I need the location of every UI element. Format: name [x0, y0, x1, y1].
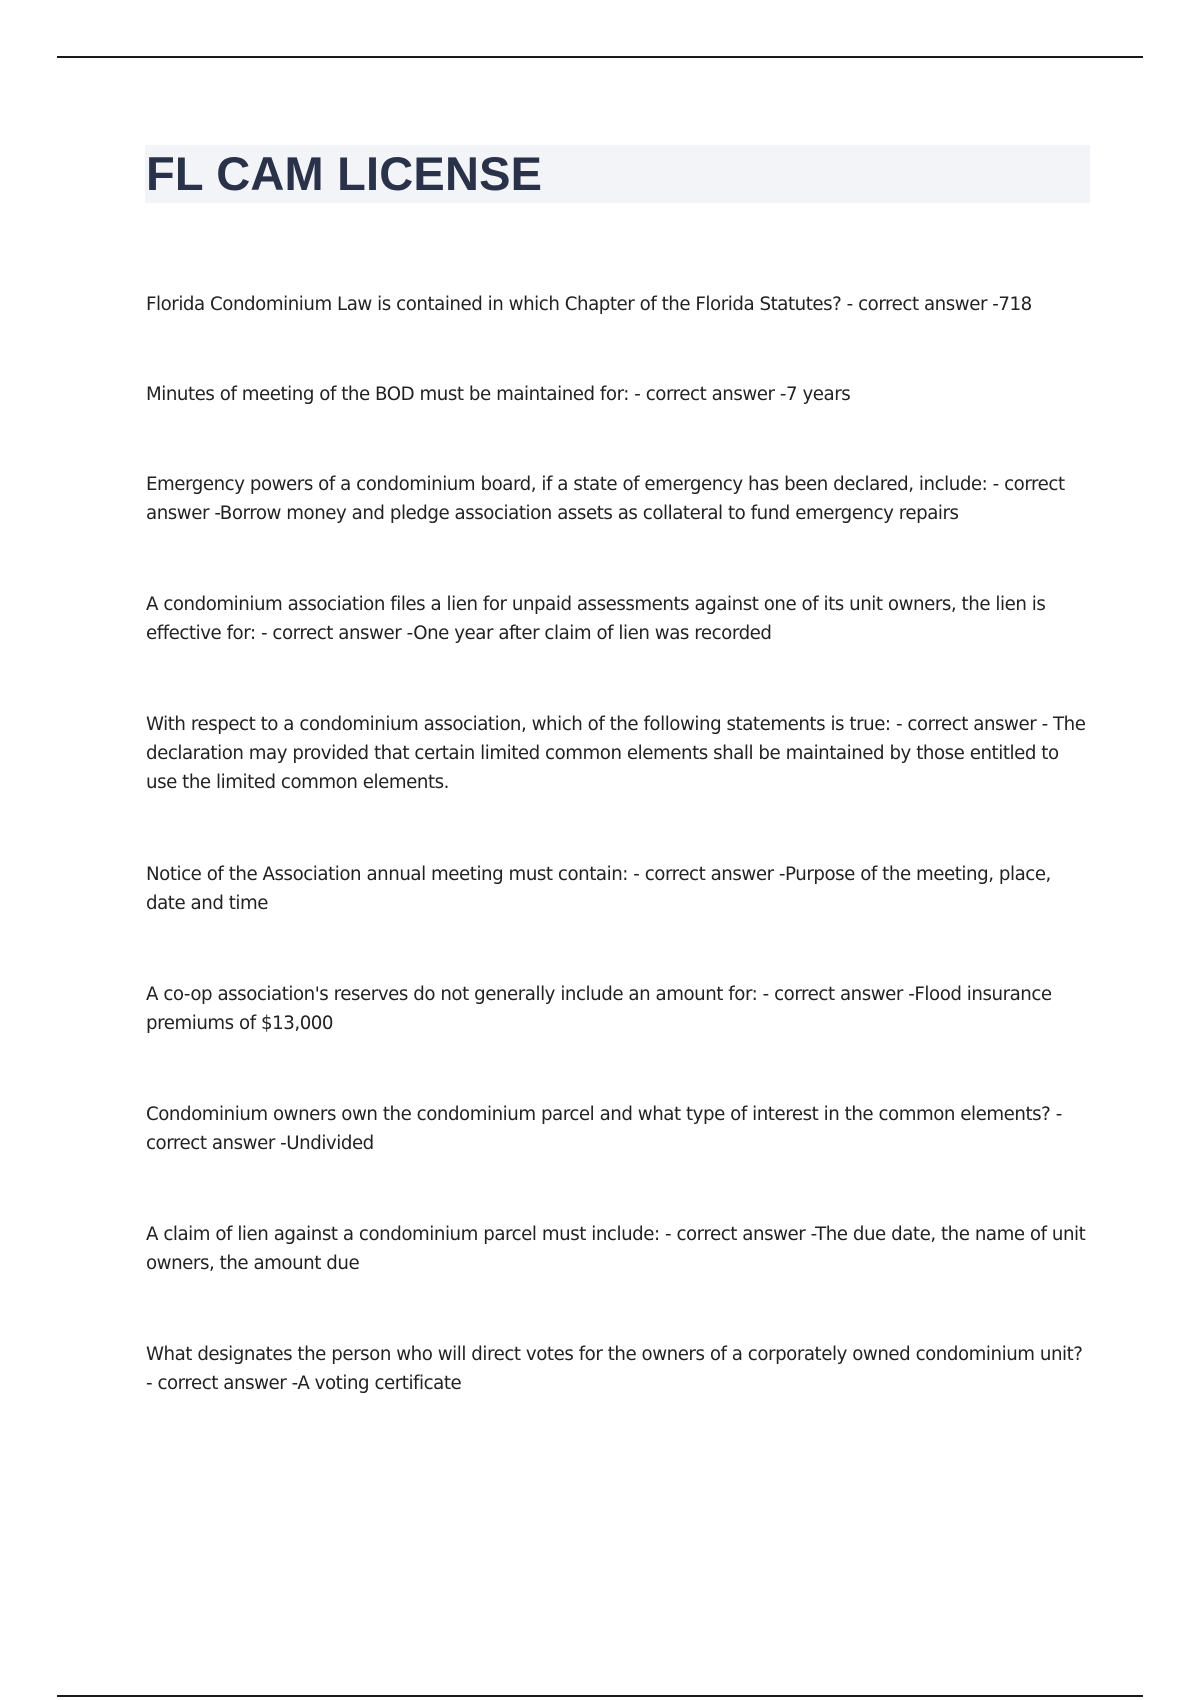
- top-rule: [57, 56, 1143, 58]
- qa-item-3: Emergency powers of a condominium board, if a state of emergency has been declared, include: - correct answer -Borrow money and pledge association assets as collateral to fund emergency repairs: [146, 474, 1065, 524]
- qa-item-8: Condominium owners own the condominium parcel and what type of interest in the common elements? - correct answer -Undivided: [146, 1104, 1062, 1154]
- bottom-rule: [57, 1695, 1143, 1697]
- qa-item-6: Notice of the Association annual meeting must contain: - correct answer -Purpose of the meeting, place, date and time: [146, 864, 1051, 914]
- qa-item-5: With respect to a condominium association, which of the following statements is true: - correct answer - The declaration may provided that certain limited common elements shall be maintained by those entitled to use the limited common elements.: [146, 714, 1086, 793]
- qa-item-4: A condominium association files a lien for unpaid assessments against one of its unit owners, the lien is effective for: - correct answer -One year after claim of lien was recorded: [146, 594, 1046, 644]
- qa-item-7: A co-op association's reserves do not generally include an amount for: - correct answer -Flood insurance premiums of $13,000: [146, 984, 1052, 1034]
- qa-item-9: A claim of lien against a condominium parcel must include: - correct answer -The due date, the name of unit owners, the amount due: [146, 1224, 1086, 1274]
- qa-item-1: Florida Condominium Law is contained in which Chapter of the Florida Statutes? - correct answer -718: [146, 294, 1032, 315]
- qa-item-2: Minutes of meeting of the BOD must be maintained for: - correct answer -7 years: [146, 384, 851, 405]
- document-title: FL CAM LICENSE: [146, 147, 543, 200]
- qa-item-10: What designates the person who will direct votes for the owners of a corporately owned condominium unit? - correct answer -A voting certificate: [146, 1344, 1083, 1394]
